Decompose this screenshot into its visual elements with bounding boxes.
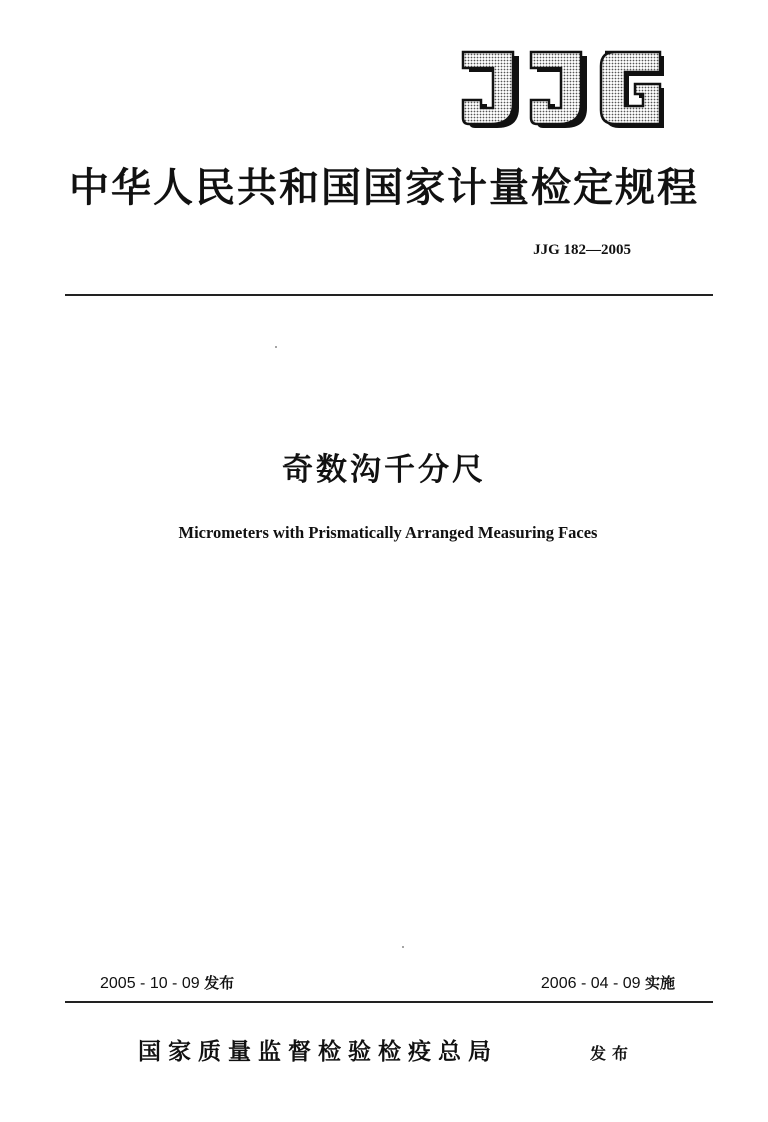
scan-speck bbox=[275, 346, 277, 348]
top-divider bbox=[65, 294, 713, 296]
document-title-chinese: 奇数沟千分尺 bbox=[282, 452, 486, 488]
standard-code: JJG 182—2005 bbox=[533, 242, 631, 258]
jjg-logo bbox=[455, 44, 670, 128]
issue-date: 2005 - 10 - 09 bbox=[100, 975, 200, 992]
standard-type-heading: 中华人民共和国国家计量检定规程 bbox=[69, 165, 699, 211]
bottom-divider bbox=[65, 1001, 713, 1003]
scan-speck bbox=[402, 946, 404, 948]
implementation-date: 2006 - 04 - 09 bbox=[540, 975, 641, 992]
document-title-english: Micrometers with Prismatically Arranged Measuring Faces bbox=[178, 523, 598, 542]
publish-label: 发布 bbox=[590, 1044, 635, 1063]
implementation-label: 实施 bbox=[644, 974, 675, 992]
publisher-name: 国家质量监督检验检疫总局 bbox=[138, 1038, 498, 1065]
implementation-date-line bbox=[541, 972, 675, 995]
issue-label: 发布 bbox=[204, 974, 235, 992]
issue-date-line bbox=[100, 972, 234, 995]
